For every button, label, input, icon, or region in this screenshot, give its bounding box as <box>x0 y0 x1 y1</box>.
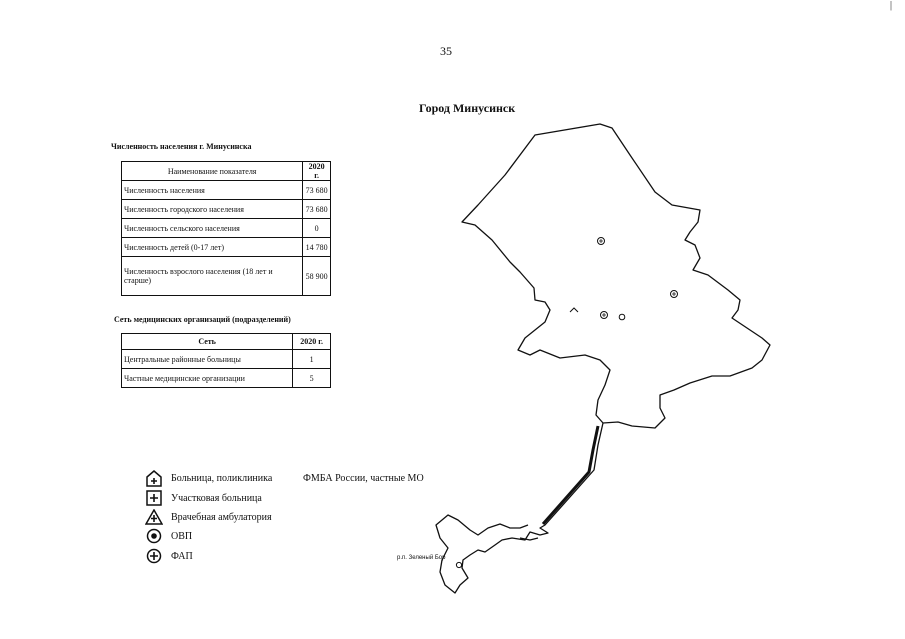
ovp-icon <box>456 562 461 567</box>
ovp-icon <box>619 314 625 320</box>
legend-fmba-label: ФМБА России, частные МО <box>303 473 424 484</box>
row-label: Частные медицинские организации <box>122 369 293 388</box>
row-value: 1 <box>293 350 331 369</box>
column-header-year: 2020 г. <box>303 162 331 181</box>
zeleny-bor-label: р.п. Зеленый Бор <box>397 555 446 561</box>
network-table-title: Сеть медицинских организаций (подразделений) <box>114 315 291 324</box>
hospital-icon <box>570 308 578 312</box>
city-boundary <box>436 124 770 593</box>
map-markers <box>456 238 677 568</box>
fap-icon <box>598 238 605 245</box>
row-value: 14 780 <box>303 238 331 257</box>
column-header-year: 2020 г. <box>293 334 331 350</box>
row-value: 73 680 <box>303 181 331 200</box>
row-value: 58 900 <box>303 257 331 296</box>
row-label: Численность городского населения <box>122 200 303 219</box>
legend-label: ОВП <box>171 530 193 542</box>
column-header-indicator: Наименование показателя <box>122 162 303 181</box>
row-value: 0 <box>303 219 331 238</box>
row-value: 5 <box>293 369 331 388</box>
column-header-network: Сеть <box>122 334 293 350</box>
legend-label: Участковая больница <box>171 492 262 504</box>
row-label: Численность детей (0-17 лет) <box>122 238 303 257</box>
corner-mark: | <box>890 0 893 11</box>
fap-icon <box>671 291 678 298</box>
row-label: Центральные районные больницы <box>122 350 293 369</box>
row-label: Численность взрослого населения (18 лет и старше) <box>122 257 303 296</box>
row-label: Численность сельского населения <box>122 219 303 238</box>
page-number: 35 <box>440 44 452 58</box>
row-label: Численность населения <box>122 181 303 200</box>
map-title: Город Минусинск <box>419 101 516 115</box>
legend-label: ФАП <box>171 550 193 562</box>
row-value: 73 680 <box>303 200 331 219</box>
legend-label: Больница, поликлиника <box>171 472 273 484</box>
legend-label: Врачебная амбулатория <box>171 511 272 523</box>
fap-icon <box>601 312 608 319</box>
population-table-title: Численность населения г. Минусинска <box>111 142 252 151</box>
